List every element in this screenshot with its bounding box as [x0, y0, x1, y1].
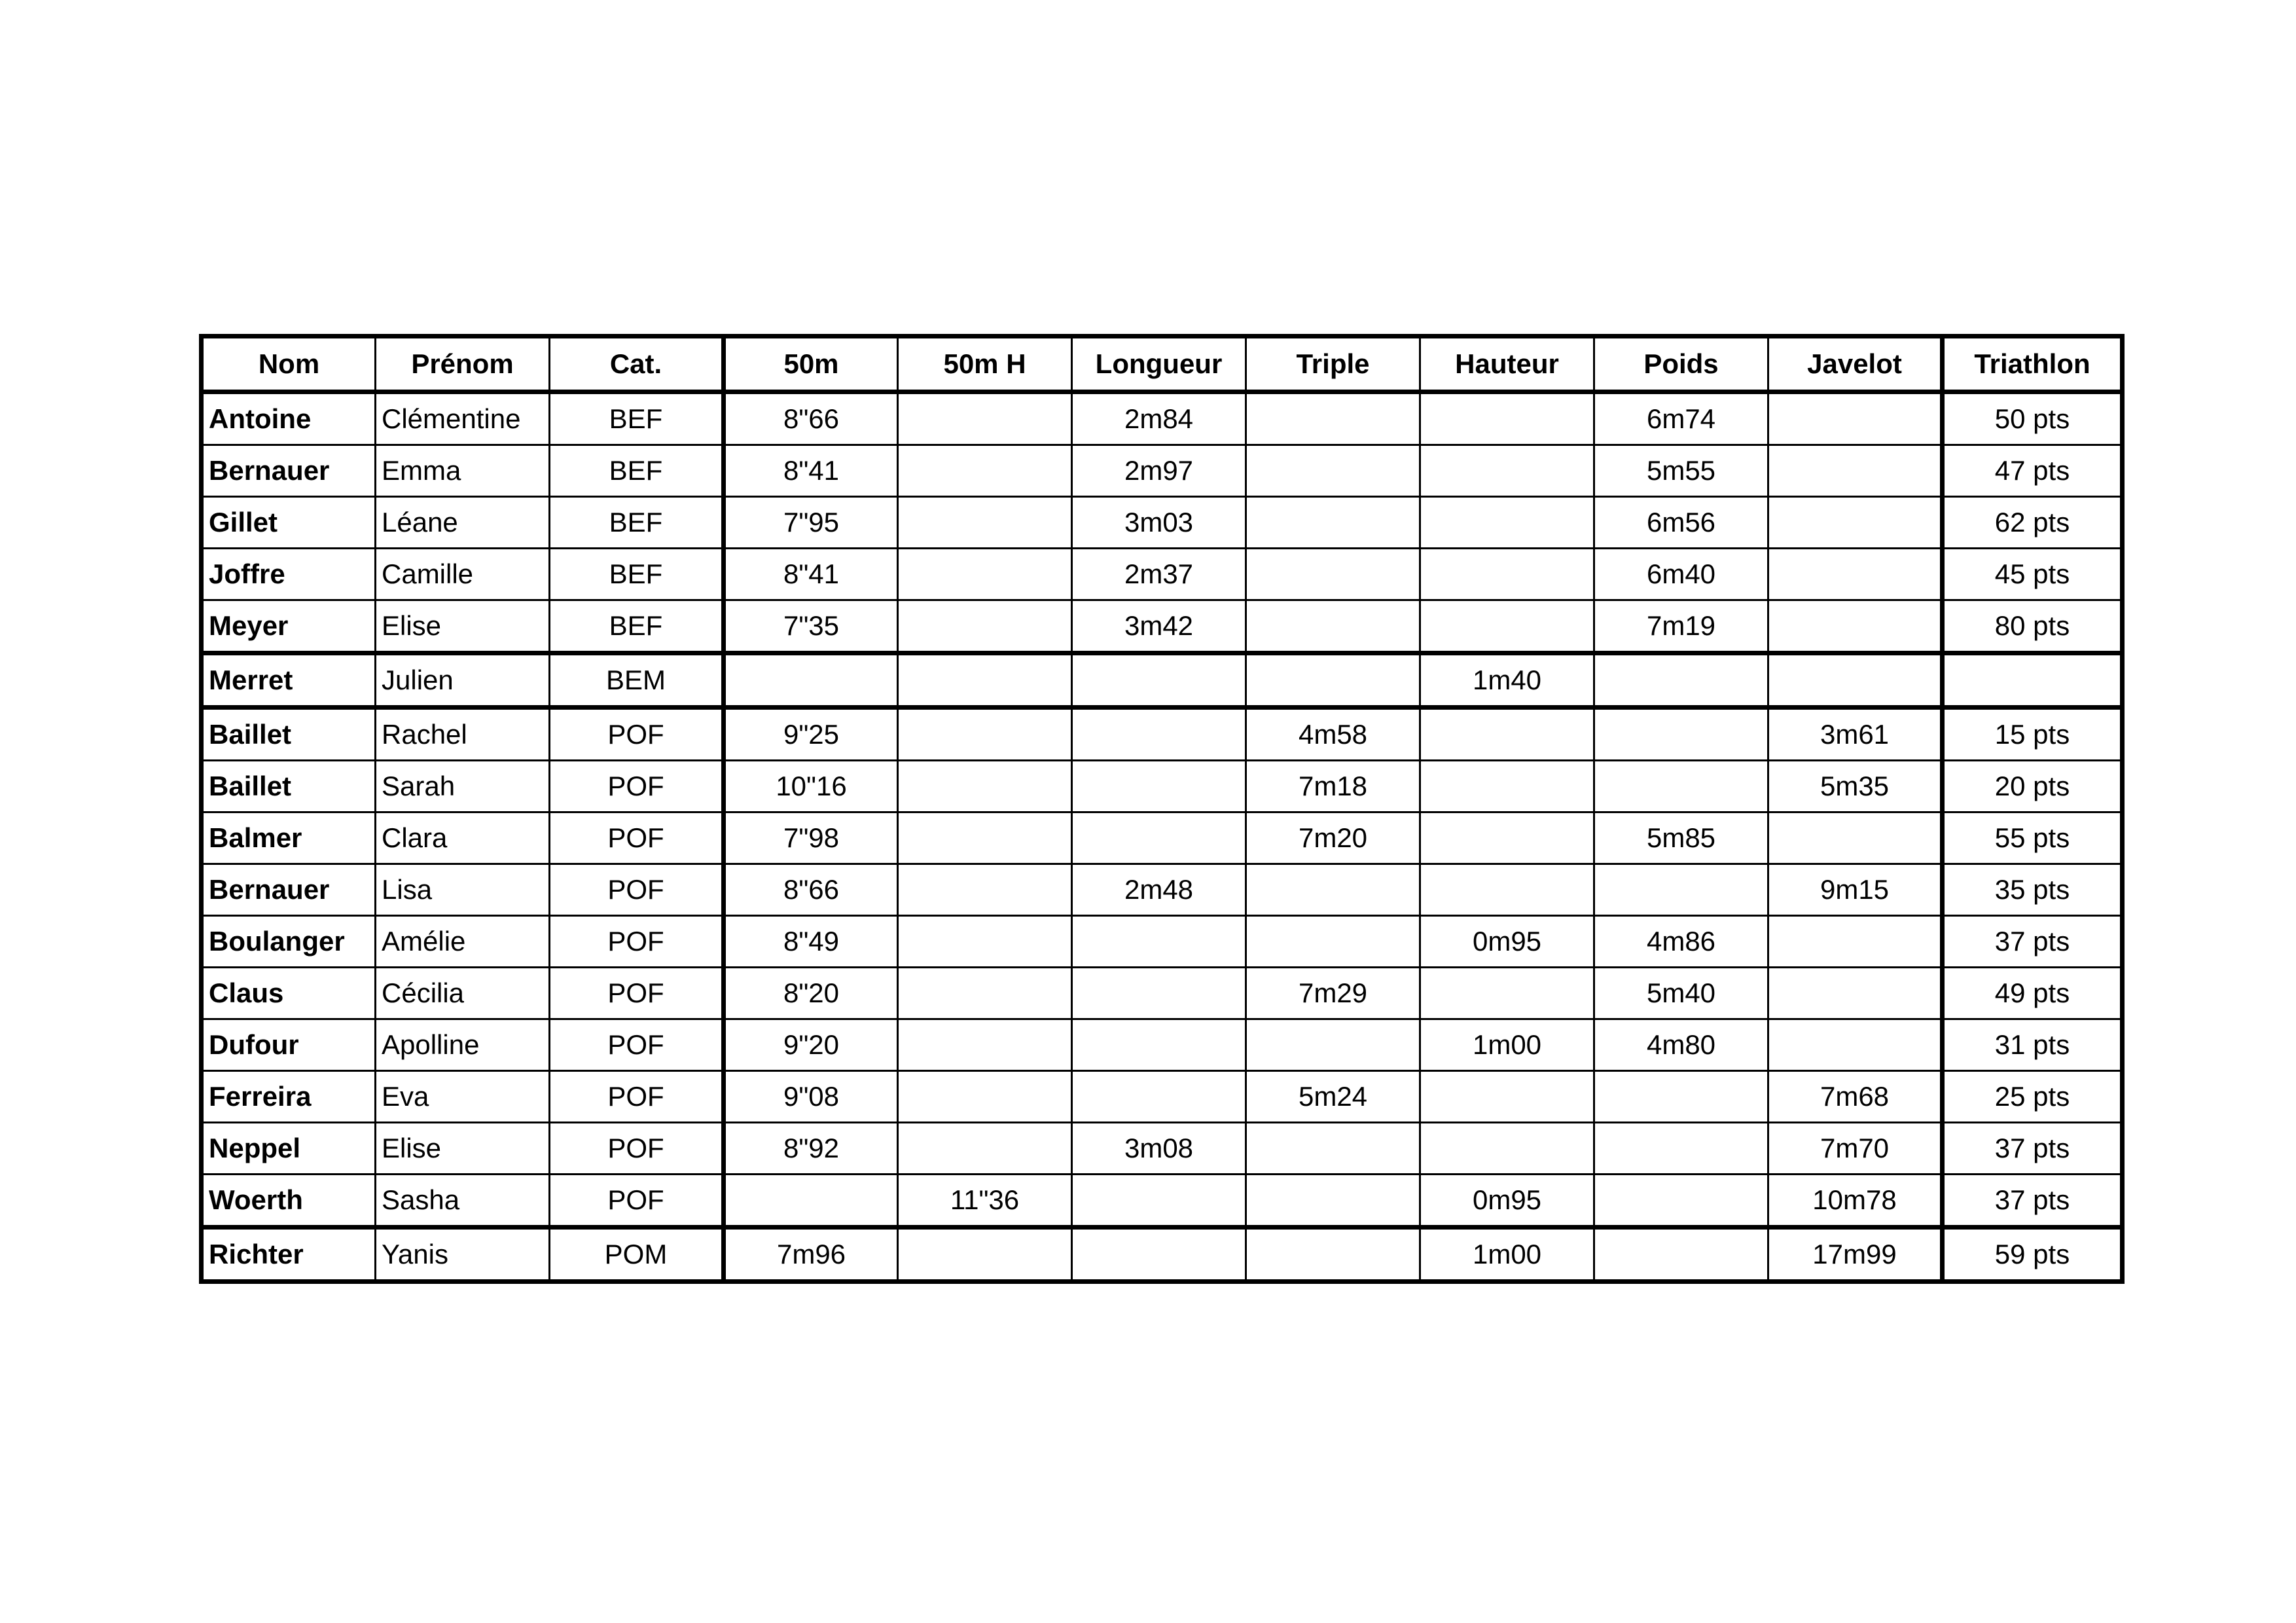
hauteur-cell: 1m00 — [1420, 1019, 1594, 1071]
triathlon-cell: 37 pts — [1943, 1175, 2123, 1228]
nom-cell: Boulanger — [202, 916, 376, 968]
longueur-cell — [1072, 653, 1246, 708]
javelot-cell — [1768, 392, 1943, 445]
longueur-cell: 2m48 — [1072, 864, 1246, 916]
javelot-cell — [1768, 916, 1943, 968]
prenom-cell: Sasha — [376, 1175, 550, 1228]
prenom-cell: Yanis — [376, 1228, 550, 1282]
cat-cell: BEF — [550, 600, 724, 653]
cat-cell: POF — [550, 812, 724, 864]
prenom-cell: Elise — [376, 600, 550, 653]
poids-cell — [1594, 653, 1768, 708]
hauteur-cell: 1m00 — [1420, 1228, 1594, 1282]
hauteur-cell — [1420, 968, 1594, 1019]
prenom-cell: Clémentine — [376, 392, 550, 445]
poids-cell: 5m85 — [1594, 812, 1768, 864]
table-row — [202, 445, 2123, 497]
results-body — [202, 392, 2123, 1282]
cat-cell: POF — [550, 968, 724, 1019]
prenom-cell: Léane — [376, 497, 550, 549]
table-row — [202, 1071, 2123, 1123]
50m-cell: 7"35 — [724, 600, 898, 653]
triple-cell: 7m29 — [1246, 968, 1420, 1019]
50m-h-cell — [898, 1019, 1072, 1071]
header-50m: 50m — [724, 337, 898, 392]
javelot-cell: 10m78 — [1768, 1175, 1943, 1228]
50m-h-cell — [898, 1071, 1072, 1123]
triple-cell — [1246, 549, 1420, 600]
triathlon-cell: 62 pts — [1943, 497, 2123, 549]
table-row — [202, 549, 2123, 600]
javelot-cell — [1768, 1019, 1943, 1071]
poids-cell: 6m74 — [1594, 392, 1768, 445]
cat-cell: POF — [550, 708, 724, 761]
cat-cell: POF — [550, 916, 724, 968]
header-triple: Triple — [1246, 337, 1420, 392]
cat-cell: POM — [550, 1228, 724, 1282]
table-row — [202, 653, 2123, 708]
table-row — [202, 968, 2123, 1019]
table-row — [202, 708, 2123, 761]
longueur-cell: 3m42 — [1072, 600, 1246, 653]
triple-cell — [1246, 392, 1420, 445]
javelot-cell: 7m68 — [1768, 1071, 1943, 1123]
triathlon-cell: 37 pts — [1943, 916, 2123, 968]
50m-h-cell — [898, 916, 1072, 968]
poids-cell: 6m56 — [1594, 497, 1768, 549]
poids-cell — [1594, 708, 1768, 761]
triathlon-cell: 31 pts — [1943, 1019, 2123, 1071]
50m-h-cell — [898, 549, 1072, 600]
triathlon-cell: 15 pts — [1943, 708, 2123, 761]
50m-h-cell — [898, 392, 1072, 445]
50m-cell: 8"92 — [724, 1123, 898, 1175]
poids-cell — [1594, 1123, 1768, 1175]
triple-cell: 7m20 — [1246, 812, 1420, 864]
javelot-cell — [1768, 812, 1943, 864]
poids-cell — [1594, 1228, 1768, 1282]
hauteur-cell — [1420, 549, 1594, 600]
javelot-cell — [1768, 549, 1943, 600]
header-poids: Poids — [1594, 337, 1768, 392]
50m-h-cell — [898, 497, 1072, 549]
triple-cell: 4m58 — [1246, 708, 1420, 761]
nom-cell: Meyer — [202, 600, 376, 653]
nom-cell: Ferreira — [202, 1071, 376, 1123]
prenom-cell: Sarah — [376, 761, 550, 812]
javelot-cell: 3m61 — [1768, 708, 1943, 761]
header-row — [202, 337, 2123, 392]
javelot-cell — [1768, 497, 1943, 549]
table-row — [202, 916, 2123, 968]
longueur-cell: 2m84 — [1072, 392, 1246, 445]
triathlon-cell: 37 pts — [1943, 1123, 2123, 1175]
50m-cell: 7"95 — [724, 497, 898, 549]
cat-cell: BEF — [550, 392, 724, 445]
50m-cell: 8"41 — [724, 445, 898, 497]
javelot-cell — [1768, 445, 1943, 497]
table-row — [202, 1019, 2123, 1071]
header-triathlon: Triathlon — [1943, 337, 2123, 392]
nom-cell: Richter — [202, 1228, 376, 1282]
table-row — [202, 392, 2123, 445]
javelot-cell — [1768, 600, 1943, 653]
hauteur-cell — [1420, 1071, 1594, 1123]
prenom-cell: Amélie — [376, 916, 550, 968]
table-row — [202, 497, 2123, 549]
hauteur-cell — [1420, 864, 1594, 916]
hauteur-cell — [1420, 392, 1594, 445]
cat-cell: POF — [550, 761, 724, 812]
triathlon-cell: 50 pts — [1943, 392, 2123, 445]
header-longueur: Longueur — [1072, 337, 1246, 392]
nom-cell: Joffre — [202, 549, 376, 600]
triple-cell — [1246, 1019, 1420, 1071]
results-table — [199, 334, 2125, 1284]
longueur-cell — [1072, 968, 1246, 1019]
longueur-cell — [1072, 1175, 1246, 1228]
50m-cell: 9"08 — [724, 1071, 898, 1123]
table-row — [202, 1228, 2123, 1282]
nom-cell: Gillet — [202, 497, 376, 549]
header-cat: Cat. — [550, 337, 724, 392]
javelot-cell — [1768, 968, 1943, 1019]
longueur-cell: 3m08 — [1072, 1123, 1246, 1175]
nom-cell: Neppel — [202, 1123, 376, 1175]
longueur-cell — [1072, 1019, 1246, 1071]
nom-cell: Merret — [202, 653, 376, 708]
triple-cell — [1246, 864, 1420, 916]
javelot-cell: 9m15 — [1768, 864, 1943, 916]
triple-cell — [1246, 653, 1420, 708]
poids-cell — [1594, 1175, 1768, 1228]
triple-cell — [1246, 497, 1420, 549]
longueur-cell — [1072, 761, 1246, 812]
table-row — [202, 761, 2123, 812]
nom-cell: Balmer — [202, 812, 376, 864]
triple-cell — [1246, 1228, 1420, 1282]
nom-cell: Antoine — [202, 392, 376, 445]
table-row — [202, 812, 2123, 864]
50m-cell: 7"98 — [724, 812, 898, 864]
poids-cell: 7m19 — [1594, 600, 1768, 653]
cat-cell: POF — [550, 1019, 724, 1071]
triathlon-cell: 45 pts — [1943, 549, 2123, 600]
table-row — [202, 600, 2123, 653]
nom-cell: Dufour — [202, 1019, 376, 1071]
50m-cell: 8"66 — [724, 864, 898, 916]
hauteur-cell — [1420, 812, 1594, 864]
triathlon-cell — [1943, 653, 2123, 708]
triathlon-cell: 59 pts — [1943, 1228, 2123, 1282]
50m-cell: 10"16 — [724, 761, 898, 812]
50m-h-cell — [898, 1123, 1072, 1175]
cat-cell: POF — [550, 864, 724, 916]
50m-cell: 9"20 — [724, 1019, 898, 1071]
50m-h-cell — [898, 708, 1072, 761]
triple-cell — [1246, 1175, 1420, 1228]
cat-cell: POF — [550, 1071, 724, 1123]
50m-h-cell — [898, 653, 1072, 708]
header-prenom: Prénom — [376, 337, 550, 392]
prenom-cell: Julien — [376, 653, 550, 708]
javelot-cell: 5m35 — [1768, 761, 1943, 812]
hauteur-cell: 0m95 — [1420, 1175, 1594, 1228]
cat-cell: BEF — [550, 445, 724, 497]
longueur-cell — [1072, 1228, 1246, 1282]
hauteur-cell: 1m40 — [1420, 653, 1594, 708]
cat-cell: BEM — [550, 653, 724, 708]
longueur-cell: 2m37 — [1072, 549, 1246, 600]
50m-cell: 9"25 — [724, 708, 898, 761]
table-row — [202, 1123, 2123, 1175]
50m-cell — [724, 653, 898, 708]
hauteur-cell — [1420, 497, 1594, 549]
triple-cell — [1246, 600, 1420, 653]
header-javelot: Javelot — [1768, 337, 1943, 392]
poids-cell — [1594, 1071, 1768, 1123]
poids-cell: 4m86 — [1594, 916, 1768, 968]
prenom-cell: Emma — [376, 445, 550, 497]
prenom-cell: Eva — [376, 1071, 550, 1123]
triathlon-cell: 35 pts — [1943, 864, 2123, 916]
prenom-cell: Lisa — [376, 864, 550, 916]
prenom-cell: Rachel — [376, 708, 550, 761]
triple-cell — [1246, 916, 1420, 968]
cat-cell: BEF — [550, 549, 724, 600]
triathlon-cell: 47 pts — [1943, 445, 2123, 497]
prenom-cell: Cécilia — [376, 968, 550, 1019]
50m-cell: 8"20 — [724, 968, 898, 1019]
50m-cell — [724, 1175, 898, 1228]
triple-cell: 7m18 — [1246, 761, 1420, 812]
longueur-cell — [1072, 916, 1246, 968]
cat-cell: POF — [550, 1123, 724, 1175]
nom-cell: Baillet — [202, 708, 376, 761]
poids-cell: 4m80 — [1594, 1019, 1768, 1071]
50m-h-cell — [898, 1228, 1072, 1282]
50m-h-cell — [898, 761, 1072, 812]
prenom-cell: Clara — [376, 812, 550, 864]
table-row — [202, 1175, 2123, 1228]
cat-cell: POF — [550, 1175, 724, 1228]
50m-cell: 7m96 — [724, 1228, 898, 1282]
poids-cell: 5m40 — [1594, 968, 1768, 1019]
prenom-cell: Camille — [376, 549, 550, 600]
50m-h-cell: 11"36 — [898, 1175, 1072, 1228]
javelot-cell — [1768, 653, 1943, 708]
nom-cell: Bernauer — [202, 864, 376, 916]
longueur-cell — [1072, 1071, 1246, 1123]
triathlon-cell: 20 pts — [1943, 761, 2123, 812]
hauteur-cell — [1420, 600, 1594, 653]
hauteur-cell — [1420, 708, 1594, 761]
triathlon-cell: 49 pts — [1943, 968, 2123, 1019]
cat-cell: BEF — [550, 497, 724, 549]
header-hauteur: Hauteur — [1420, 337, 1594, 392]
header-nom: Nom — [202, 337, 376, 392]
50m-cell: 8"66 — [724, 392, 898, 445]
50m-h-cell — [898, 445, 1072, 497]
hauteur-cell — [1420, 761, 1594, 812]
50m-cell: 8"41 — [724, 549, 898, 600]
50m-h-cell — [898, 600, 1072, 653]
hauteur-cell — [1420, 445, 1594, 497]
50m-h-cell — [898, 864, 1072, 916]
longueur-cell — [1072, 812, 1246, 864]
hauteur-cell — [1420, 1123, 1594, 1175]
poids-cell: 5m55 — [1594, 445, 1768, 497]
table-row — [202, 864, 2123, 916]
triathlon-cell: 55 pts — [1943, 812, 2123, 864]
poids-cell — [1594, 864, 1768, 916]
nom-cell: Baillet — [202, 761, 376, 812]
hauteur-cell: 0m95 — [1420, 916, 1594, 968]
prenom-cell: Apolline — [376, 1019, 550, 1071]
50m-h-cell — [898, 968, 1072, 1019]
triple-cell — [1246, 445, 1420, 497]
50m-h-cell — [898, 812, 1072, 864]
nom-cell: Claus — [202, 968, 376, 1019]
triathlon-cell: 80 pts — [1943, 600, 2123, 653]
nom-cell: Bernauer — [202, 445, 376, 497]
javelot-cell: 7m70 — [1768, 1123, 1943, 1175]
triple-cell: 5m24 — [1246, 1071, 1420, 1123]
triathlon-cell: 25 pts — [1943, 1071, 2123, 1123]
javelot-cell: 17m99 — [1768, 1228, 1943, 1282]
poids-cell — [1594, 761, 1768, 812]
prenom-cell: Elise — [376, 1123, 550, 1175]
triple-cell — [1246, 1123, 1420, 1175]
header-50m-h: 50m H — [898, 337, 1072, 392]
poids-cell: 6m40 — [1594, 549, 1768, 600]
50m-cell: 8"49 — [724, 916, 898, 968]
nom-cell: Woerth — [202, 1175, 376, 1228]
longueur-cell — [1072, 708, 1246, 761]
longueur-cell: 3m03 — [1072, 497, 1246, 549]
longueur-cell: 2m97 — [1072, 445, 1246, 497]
